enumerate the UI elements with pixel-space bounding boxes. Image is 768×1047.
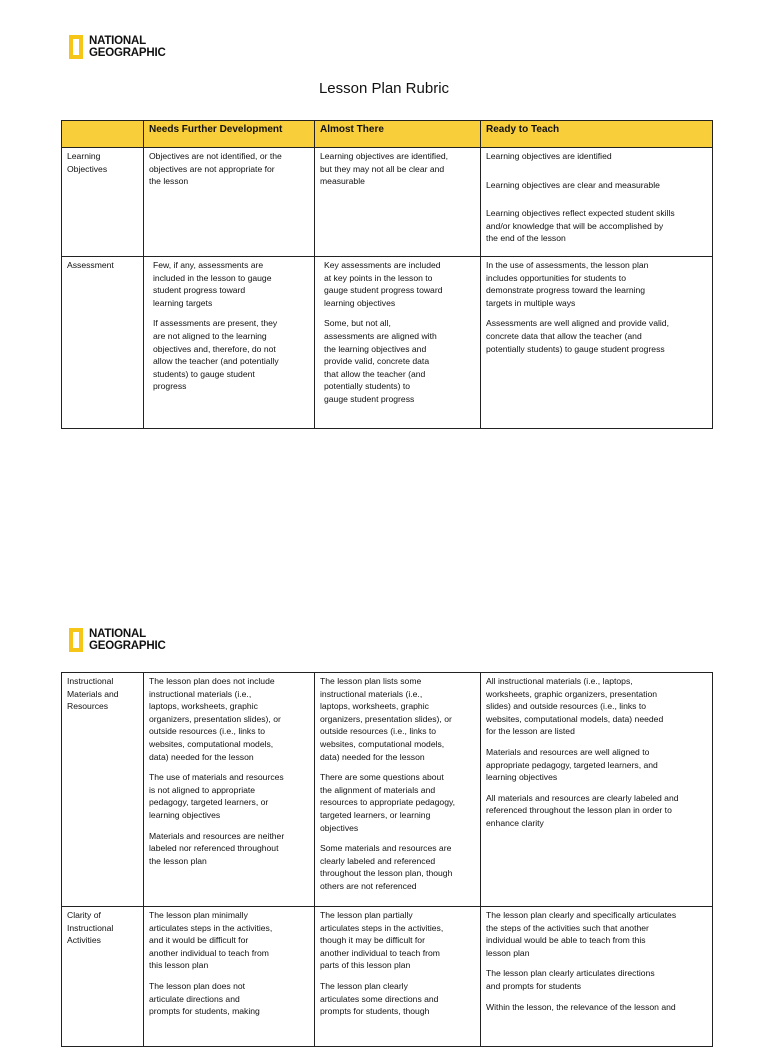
needs-text: If assessments are present, they are not aligned to the learning objectives and, therefore, do not allow the teacher (and potentially students) to gauge student progress	[153, 318, 279, 392]
ready-text: Materials and resources are well aligned to appropriate pedagogy, targeted learners, and learning objectives	[486, 746, 658, 783]
logo-national-geographic-1	[69, 35, 166, 59]
needs-cell	[144, 148, 315, 257]
yellow-border-icon	[69, 628, 83, 652]
logo-line1: NATIONAL	[89, 628, 146, 640]
header-cell-blank	[62, 121, 144, 148]
almost-text: Some, but not all, assessments are aligned with the learning objectives and provide valid, concrete data that allow the teacher (and potentially students) to gauge student progress	[324, 318, 437, 404]
almost-text: Some materials and resources are clearly labeled and referenced throughout the lesson plan, though others are not referenced	[320, 843, 453, 891]
ready-text: The lesson plan clearly and specifically articulates the steps of the activities such that another individual would be able to teach from this lesson plan	[486, 910, 677, 958]
rubric-table-2	[61, 672, 713, 1047]
needs-text: Few, if any, assessments are included in the lesson to gauge student progress toward learning targets	[153, 260, 272, 308]
rubric-table-1	[61, 120, 713, 429]
ready-cell	[481, 907, 713, 1047]
criterion-label: Learning Objectives	[67, 151, 108, 174]
ready-cell	[481, 148, 713, 257]
almost-text: The lesson plan clearly articulates some directions and prompts for students, though	[320, 980, 439, 1017]
criterion-label: Instructional Materials and Resources	[67, 676, 119, 712]
criterion-cell	[62, 257, 144, 429]
needs-text: The lesson plan minimally articulates steps in the activities, and it would be difficult for another individual to teach from this lesson plan	[149, 910, 273, 971]
needs-text: The lesson plan does not articulate directions and prompts for students, making	[149, 980, 260, 1017]
ready-cell	[481, 257, 713, 429]
almost-cell	[315, 148, 481, 257]
almost-cell	[315, 907, 481, 1047]
needs-cell	[144, 673, 315, 907]
criterion-label: Clarity of Instructional Activities	[67, 910, 114, 946]
header-ready: Ready to Teach	[481, 121, 713, 148]
needs-text: Objectives are not identified, or the objectives are not appropriate for the lesson	[149, 151, 282, 187]
ready-text: All materials and resources are clearly labeled and referenced throughout the lesson plan in order to enhance clarity	[486, 792, 679, 828]
ready-text: Learning objectives reflect expected student skills and/or knowledge that will be accomplished by the end of the lesson	[486, 208, 675, 244]
almost-text: The lesson plan partially articulates steps in the activities, though it may be difficult for another individual to teach from parts of this lesson plan	[320, 910, 444, 971]
ready-text: Learning objectives are clear and measurable	[486, 179, 660, 190]
almost-cell	[315, 673, 481, 907]
yellow-border-icon	[69, 35, 83, 59]
row-assessment	[62, 257, 713, 429]
almost-text: Key assessments are included at key points in the lesson to gauge student progress toward learning objectives	[324, 260, 443, 308]
ready-text: Learning objectives are identified	[486, 151, 612, 161]
ready-text: In the use of assessments, the lesson plan includes opportunities for students to demonstrate progress toward the learning targets in multiple ways	[486, 260, 649, 308]
criterion-label: Assessment	[67, 260, 114, 270]
row-instructional-materials	[62, 673, 713, 907]
row-clarity-activities	[62, 907, 713, 1047]
criterion-cell	[62, 907, 144, 1047]
needs-cell	[144, 257, 315, 429]
almost-cell	[315, 257, 481, 429]
header-row	[62, 121, 713, 148]
needs-text: The lesson plan does not include instructional materials (i.e., laptops, worksheets, graphic organizers, presentation slides), or outside resources (i.e., links to websites, computational models, data) needed for the lesson	[149, 676, 281, 762]
logo-line1: NATIONAL	[89, 35, 146, 47]
logo-line2: GEOGRAPHIC	[89, 640, 166, 652]
needs-text: The use of materials and resources is not aligned to appropriate pedagogy, targeted learners, or learning objectives	[149, 772, 284, 820]
almost-text: There are some questions about the alignment of materials and resources to appropriate pedagogy, targeted learners, or learning objectives	[320, 772, 456, 833]
row-learning-objectives	[62, 148, 713, 257]
almost-text: Learning objectives are identified, but they may not all be clear and measurable	[320, 151, 449, 187]
ready-cell	[481, 673, 713, 907]
header-needs: Needs Further Development	[144, 121, 315, 148]
criterion-cell	[62, 673, 144, 907]
ready-text: Within the lesson, the relevance of the lesson and	[486, 1001, 676, 1012]
almost-text: The lesson plan lists some instructional materials (i.e., laptops, worksheets, graphic organizers, presentation slides), or outside resources (i.e., links to websites, computational models, data) needed for the lesson	[320, 676, 452, 762]
page-title: Lesson Plan Rubric	[318, 80, 450, 97]
needs-text: Materials and resources are neither labeled nor referenced throughout the lesson plan	[149, 830, 285, 866]
header-almost: Almost There	[315, 121, 481, 148]
needs-cell	[144, 907, 315, 1047]
criterion-cell	[62, 148, 144, 257]
logo-national-geographic-2	[69, 628, 166, 652]
ready-text: Assessments are well aligned and provide valid, concrete data that allow the teacher (and potentially students) to gauge student progress	[486, 318, 669, 354]
ready-text: The lesson plan clearly articulates directions and prompts for students	[486, 968, 655, 991]
logo-line2: GEOGRAPHIC	[89, 47, 166, 59]
ready-text: All instructional materials (i.e., laptops, worksheets, graphic organizers, presentation slides) and outside resources (i.e., links to websites, computational models, data) needed for the lesson are listed	[486, 676, 664, 737]
